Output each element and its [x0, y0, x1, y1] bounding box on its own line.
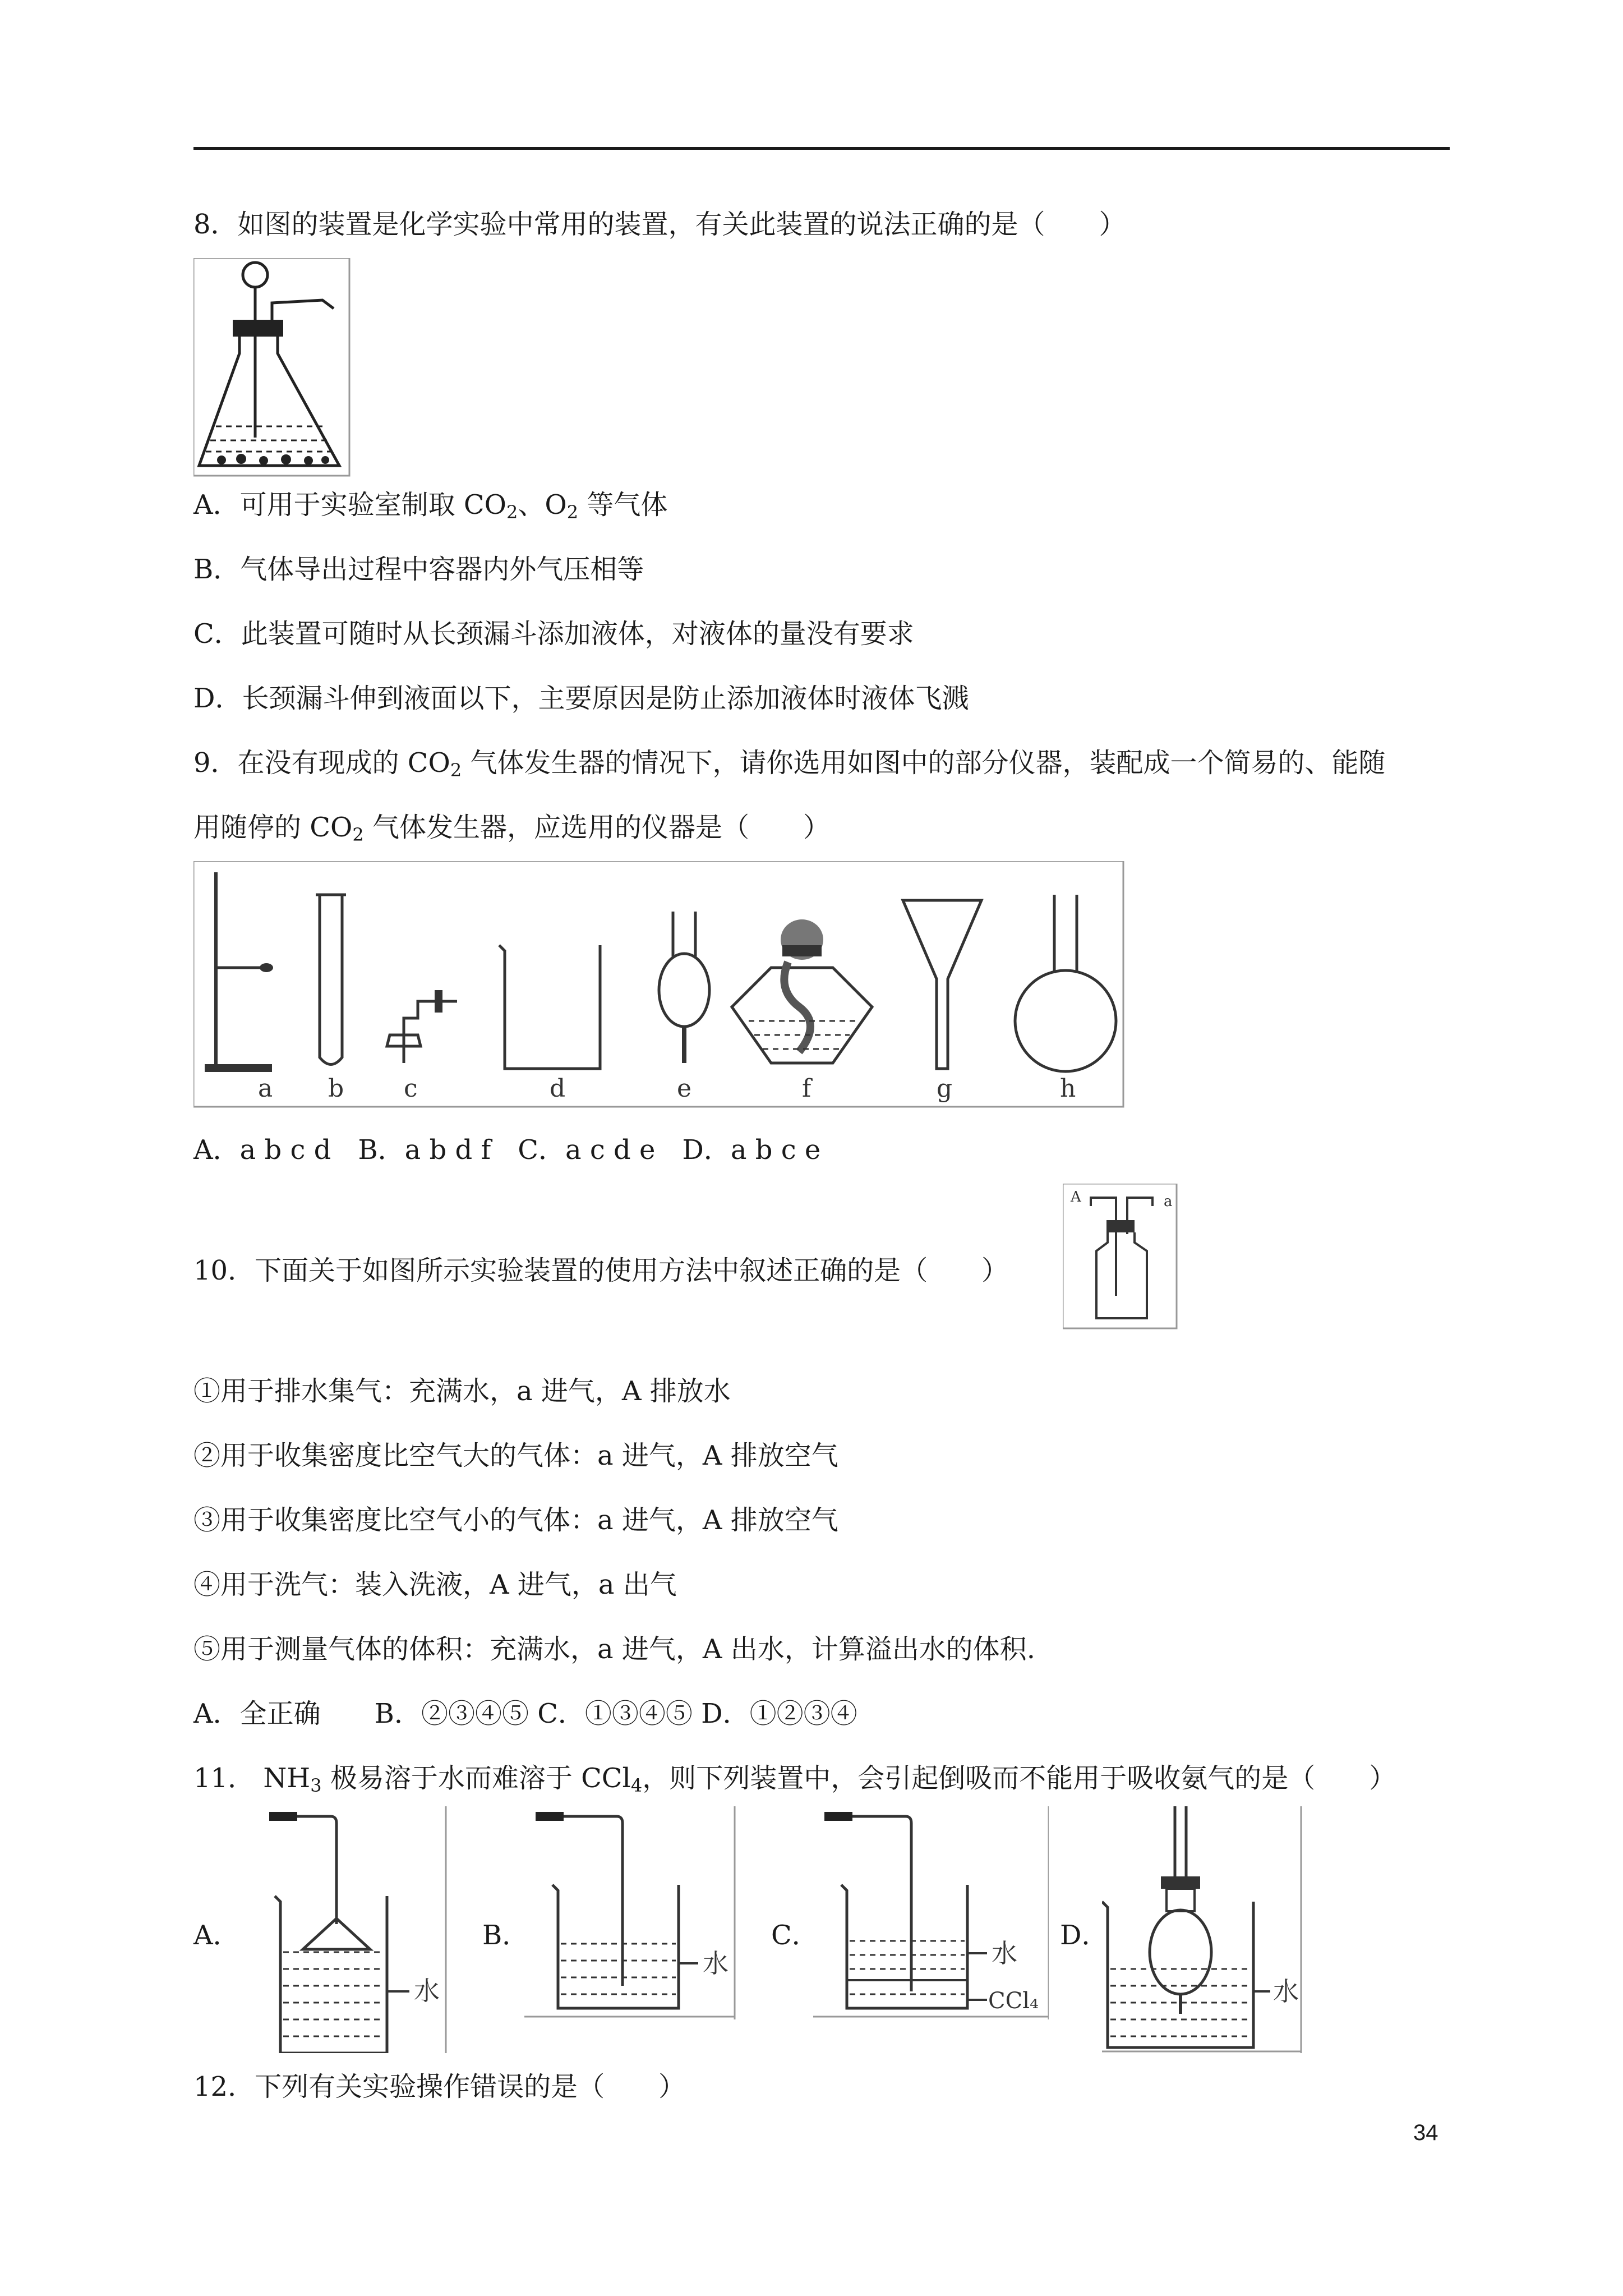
q10-label-A: A: [1071, 1189, 1081, 1205]
q10-item-4: ④用于洗气：装入洗液，A 进气，a 出气: [193, 1569, 677, 1600]
q9-apparatus-figure: [193, 861, 1124, 1108]
q8-stem: 8．如图的装置是化学实验中常用的装置，有关此装置的说法正确的是（ ）: [193, 209, 1126, 240]
label-b: b: [328, 1074, 344, 1103]
label-a: a: [258, 1074, 273, 1103]
header-rule: [193, 147, 1450, 150]
q10-item-1: ①用于排水集气：充满水，a 进气，A 排放水: [193, 1375, 731, 1407]
q10-options: A．全正确 B．②③④⑤ C．①③④⑤ D．①②③④: [193, 1698, 857, 1729]
apparatus-h-flask: [1015, 895, 1116, 1071]
q11-figure-d: [1102, 1806, 1304, 2053]
label-g: g: [937, 1074, 953, 1103]
apparatus-g-funnel: [903, 900, 981, 1069]
q11-b-water-label: 水: [703, 1948, 728, 1978]
q10-bottle-figure: [1063, 1184, 1178, 1329]
q10-item-2: ②用于收集密度比空气大的气体：a 进气，A 排放空气: [193, 1440, 838, 1471]
q8-option-a: A．可用于实验室制取 $CO_2$、$O_2$ 等气体: [193, 489, 668, 523]
q11-stem: 11． $NH_3$ 极易溶于水而难溶于 CCl$_4$，则下列装置中，会引起倒吸而不能用于吸收氨气的是（ ）: [193, 1763, 1396, 1796]
label-c: c: [404, 1074, 418, 1103]
q11-option-c-label: C．: [771, 1920, 819, 1951]
apparatus-c-stopper-tube: [387, 990, 457, 1063]
apparatus-b-test-tube: [316, 895, 346, 1065]
label-f: f: [802, 1074, 811, 1103]
q9-stem-line2: 用随停的 $CO_2$ 气体发生器，应选用的仪器是（ ）: [193, 812, 830, 845]
q10-item-5: ⑤用于测量气体的体积：充满水，a 进气，A 出水，计算溢出水的体积.: [193, 1634, 1036, 1665]
q8-option-c: C．此装置可随时从长颈漏斗添加液体，对液体的量没有要求: [193, 618, 914, 650]
label-e: e: [677, 1074, 692, 1103]
q11-option-d-label: D．: [1060, 1920, 1109, 1951]
q11-c-ccl4-label: CCl₄: [988, 1988, 1039, 2014]
q10-label-a: a: [1164, 1193, 1173, 1210]
q8-option-b: B．气体导出过程中容器内外气压相等: [193, 554, 644, 585]
apparatus-e-funnel: [659, 912, 709, 1063]
q11-option-b-label: B．: [482, 1920, 529, 1951]
q11-figure-b: [524, 1806, 737, 2019]
label-h: h: [1060, 1074, 1076, 1103]
q11-figure-a: [236, 1806, 449, 2053]
q9-stem-line1: 9．在没有现成的 $CO_2$ 气体发生器的情况下，请你选用如图中的部分仪器，装配成一个简易的、能随: [193, 747, 1386, 781]
q11-d-water-label: 水: [1273, 1976, 1299, 2007]
q12-stem: 12．下列有关实验操作错误的是（ ）: [193, 2071, 686, 2102]
page-number: 34: [1413, 2120, 1438, 2145]
label-d: d: [550, 1074, 566, 1103]
q9-options: A．a b c d B．a b d f C．a c d e D．a b c e: [193, 1134, 821, 1166]
q8-option-d: D．长颈漏斗伸到液面以下，主要原因是防止添加液体时液体飞溅: [193, 683, 969, 714]
q11-a-water-label: 水: [414, 1976, 440, 2006]
apparatus-f-generator: [732, 919, 872, 1063]
q11-figure-c: [813, 1806, 1049, 2019]
apparatus-a-iron-stand: [205, 872, 273, 1072]
apparatus-d-beaker: [499, 945, 600, 1069]
q10-item-3: ③用于收集密度比空气小的气体：a 进气，A 排放空气: [193, 1504, 838, 1536]
q8-flask-figure: [193, 258, 351, 477]
q10-stem: 10．下面关于如图所示实验装置的使用方法中叙述正确的是（ ）: [193, 1255, 1009, 1286]
q11-option-a-label: A．: [193, 1920, 240, 1951]
q11-c-water-label: 水: [992, 1938, 1017, 1968]
